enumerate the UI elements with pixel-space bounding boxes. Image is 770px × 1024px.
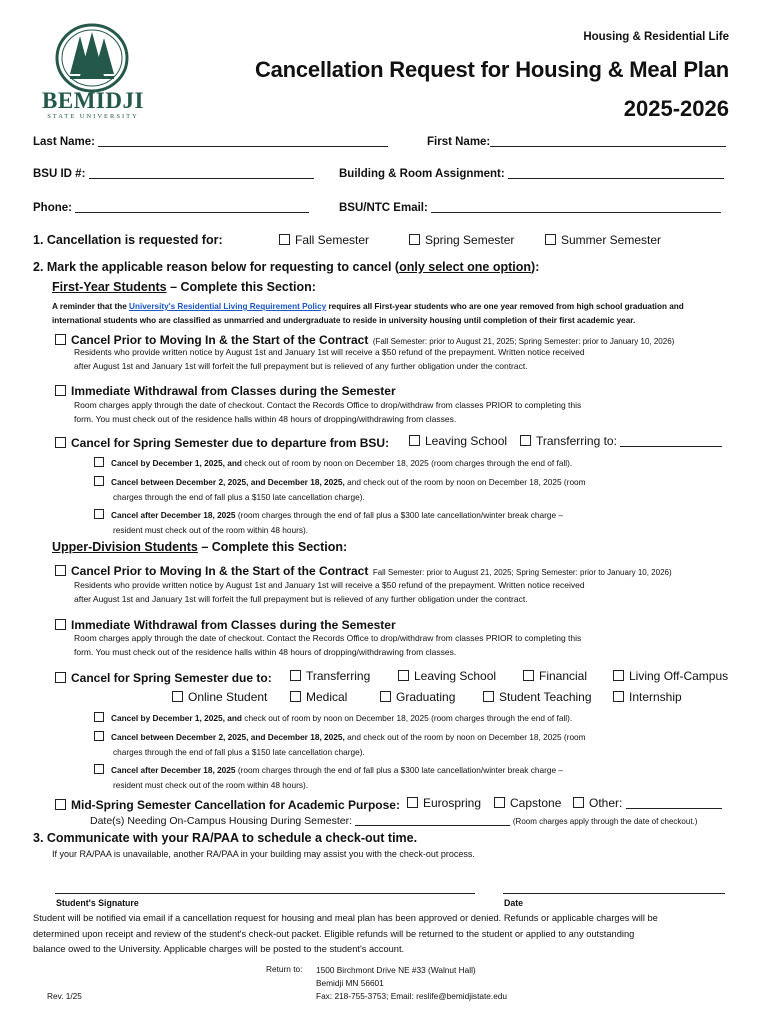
fy-sub-option-3[interactable]: Cancel after December 18, 2025 (room charges through the end of fall plus a $300 late cancellation/winter break charge – resident must check out of the room within 48 hours).	[94, 508, 563, 537]
ud-cancel-prior-text: Residents who provide written notice by August 1st and January 1st will receive a $50 refund of the prepayment. Written notice received after August 1st and January 1st will forfeit the full prepayment but is relieved of any further obligation under the contract.	[74, 580, 585, 604]
checkbox[interactable]	[94, 731, 104, 741]
mid-spring-cancel-option[interactable]: Mid-Spring Semester Cancellation for Academic Purpose:	[55, 796, 400, 814]
checkbox[interactable]	[290, 670, 301, 681]
notification-notice: Student will be notified via email if a cancellation request for housing and meal plan has been approved or denied. Refunds or applicable charges will be determined upon receipt and review of the student's check-out packet. Eligible refunds will be returned to the student or applied to any outstanding balance owed to the University. Applicable charges will be posted to the student's account.	[33, 913, 658, 954]
logo-name: BEMIDJI	[42, 88, 144, 113]
ud-cancel-prior-option[interactable]: Cancel Prior to Moving In & the Start of the Contract Fall Semester: prior to August 21, 2025; Spring Semester: prior to January 10, 2026)	[55, 562, 672, 580]
checkbox[interactable]	[573, 797, 584, 808]
checkbox[interactable]	[94, 764, 104, 774]
fy-transferring-option[interactable]: Transferring to:	[520, 434, 722, 448]
phone-field[interactable]: Phone:	[33, 202, 309, 214]
checkbox[interactable]	[94, 476, 104, 486]
fy-sub-option-2[interactable]: Cancel between December 2, 2025, and December 18, 2025, and check out of the room by noon on December 18, 2025 (room charges through the end of fall plus a $150 late cancellation charge).	[94, 475, 586, 504]
form-year: 2025-2026	[623, 96, 729, 121]
checkbox[interactable]	[613, 670, 624, 681]
return-address: 1500 Birchmont Drive NE #33 (Walnut Hall) Bemidji MN 56601 Fax: 218-755-3753; Email: reslife@bemidjistate.edu	[316, 965, 508, 1001]
ud-reason-internship[interactable]: Internship	[613, 690, 682, 704]
building-room-field[interactable]: Building & Room Assignment:	[339, 168, 724, 180]
email-field[interactable]: BSU/NTC Email:	[339, 202, 721, 214]
ud-reason-financial[interactable]: Financial	[523, 669, 587, 683]
checkbox[interactable]	[409, 435, 420, 446]
checkbox[interactable]	[55, 437, 66, 448]
q3-label: 3. Communicate with your RA/PAA to schedule a check-out time.	[33, 831, 418, 845]
ud-reason-transferring[interactable]: Transferring	[290, 669, 370, 683]
checkbox[interactable]	[94, 509, 104, 519]
ud-sub-option-3[interactable]: Cancel after December 18, 2025 (room charges through the end of fall plus a $300 late cancellation/winter break charge – resident must check out of the room within 48 hours).	[94, 763, 563, 792]
fy-cancel-prior-text: Residents who provide written notice by August 1st and January 1st will receive a $50 refund of the prepayment. Written notice received after August 1st and January 1st will forfeit the full prepayment but is relieved of any further obligation under the contract.	[74, 347, 585, 371]
checkbox[interactable]	[523, 670, 534, 681]
last-name-field[interactable]: Last Name:	[33, 136, 388, 148]
q1-label: 1. Cancellation is requested for:	[33, 233, 223, 247]
checkbox[interactable]	[94, 457, 104, 467]
fy-immediate-withdrawal-option[interactable]: Immediate Withdrawal from Classes during the Semester	[55, 382, 396, 400]
checkbox[interactable]	[545, 234, 556, 245]
checkbox[interactable]	[409, 234, 420, 245]
q3-text: If your RA/PAA is unavailable, another RA/PAA in your building may assist you with the check-out process.	[52, 849, 475, 859]
fy-leaving-school-option[interactable]: Leaving School	[409, 434, 507, 448]
residential-policy-link[interactable]: University's Residential Living Requirement Policy	[129, 302, 327, 311]
first-year-heading: First-Year Students – Complete this Section:	[52, 280, 316, 294]
bsu-id-field[interactable]: BSU ID #:	[33, 168, 314, 180]
housing-dates-field[interactable]: Date(s) Needing On-Campus Housing During Semester: (Room charges apply through the date of checkout.)	[90, 815, 698, 827]
fy-withdrawal-text: Room charges apply through the date of checkout. Contact the Records Office to drop/withdraw from classes PRIOR to completing this form. You must check out of the residence halls within 48 hours of dropping/withdrawing from classes.	[74, 400, 582, 424]
checkbox[interactable]	[398, 670, 409, 681]
signature-label: Student's Signature	[56, 898, 139, 908]
first-name-field[interactable]: First Name:	[427, 136, 726, 148]
checkbox[interactable]	[613, 691, 624, 702]
ud-reason-medical[interactable]: Medical	[290, 690, 347, 704]
ud-reason-student-teaching[interactable]: Student Teaching	[483, 690, 592, 704]
university-logo	[30, 22, 155, 122]
revision-label: Rev. 1/25	[47, 991, 82, 1001]
checkbox[interactable]	[94, 712, 104, 722]
residency-reminder: A reminder that the University's Residential Living Requirement Policy requires all First-year students who are one year removed from high school graduation and international students who are classified as unmarried and undergraduate to reside in university housing until completion of their first academic year.	[52, 302, 684, 325]
checkbox[interactable]	[407, 797, 418, 808]
upper-division-heading: Upper-Division Students – Complete this Section:	[52, 540, 348, 554]
checkbox[interactable]	[55, 334, 66, 345]
q2-label: 2. Mark the applicable reason below for requesting to cancel (only select one option):	[33, 260, 540, 274]
ud-immediate-withdrawal-option[interactable]: Immediate Withdrawal from Classes during the Semester	[55, 616, 396, 634]
return-to-label: Return to:	[266, 964, 303, 974]
form-title: Cancellation Request for Housing & Meal Plan	[254, 57, 729, 82]
checkbox[interactable]	[172, 691, 183, 702]
checkbox[interactable]	[279, 234, 290, 245]
spring-semester-option[interactable]: Spring Semester	[409, 233, 514, 247]
summer-semester-option[interactable]: Summer Semester	[545, 233, 661, 247]
ud-reason-graduating[interactable]: Graduating	[380, 690, 455, 704]
checkbox[interactable]	[55, 565, 66, 576]
checkbox[interactable]	[520, 435, 531, 446]
ud-sub-option-1[interactable]: Cancel by December 1, 2025, and check out of room by noon on December 18, 2025 (room charges through the end of fall).	[94, 712, 572, 723]
mid-capstone-option[interactable]: Capstone	[494, 796, 561, 810]
ud-reason-leaving-school[interactable]: Leaving School	[398, 669, 496, 683]
checkbox[interactable]	[55, 799, 66, 810]
date-label: Date	[504, 898, 524, 908]
mid-other-option[interactable]: Other:	[573, 796, 722, 810]
fall-semester-option[interactable]: Fall Semester	[279, 233, 369, 247]
checkbox[interactable]	[55, 619, 66, 630]
fy-spring-departure-option[interactable]: Cancel for Spring Semester due to departure from BSU:	[55, 434, 389, 452]
ud-reason-living-off-campus[interactable]: Living Off-Campus	[613, 669, 728, 683]
checkbox[interactable]	[494, 797, 505, 808]
checkbox[interactable]	[483, 691, 494, 702]
ud-sub-option-2[interactable]: Cancel between December 2, 2025, and December 18, 2025, and check out of the room by noon on December 18, 2025 (room charges through the end of fall plus a $150 late cancellation charge).	[94, 730, 586, 759]
ud-withdrawal-text: Room charges apply through the date of checkout. Contact the Records Office to drop/withdraw from classes PRIOR to completing this form. You must check out of the residence halls within 48 hours of dropping/withdrawing from classes.	[74, 633, 582, 657]
logo-sub: STATE UNIVERSITY	[47, 113, 139, 120]
checkbox[interactable]	[55, 672, 66, 683]
tree-seal-icon	[30, 22, 155, 94]
date-line[interactable]	[503, 893, 725, 894]
fy-cancel-prior-option[interactable]: Cancel Prior to Moving In & the Start of the Contract (Fall Semester: prior to August 21, 2025; Spring Semester: prior to January 10, 2026)	[55, 331, 674, 349]
fy-sub-option-1[interactable]: Cancel by December 1, 2025, and check out of room by noon on December 18, 2025 (room charges through the end of fall).	[94, 457, 572, 468]
mid-eurospring-option[interactable]: Eurospring	[407, 796, 481, 810]
ud-spring-cancel-option[interactable]: Cancel for Spring Semester due to:	[55, 669, 272, 687]
signature-line[interactable]	[55, 893, 475, 894]
checkbox[interactable]	[55, 385, 66, 396]
ud-reason-online-student[interactable]: Online Student	[172, 690, 267, 704]
checkbox[interactable]	[290, 691, 301, 702]
checkbox[interactable]	[380, 691, 391, 702]
department-name: Housing & Residential Life	[583, 31, 729, 43]
